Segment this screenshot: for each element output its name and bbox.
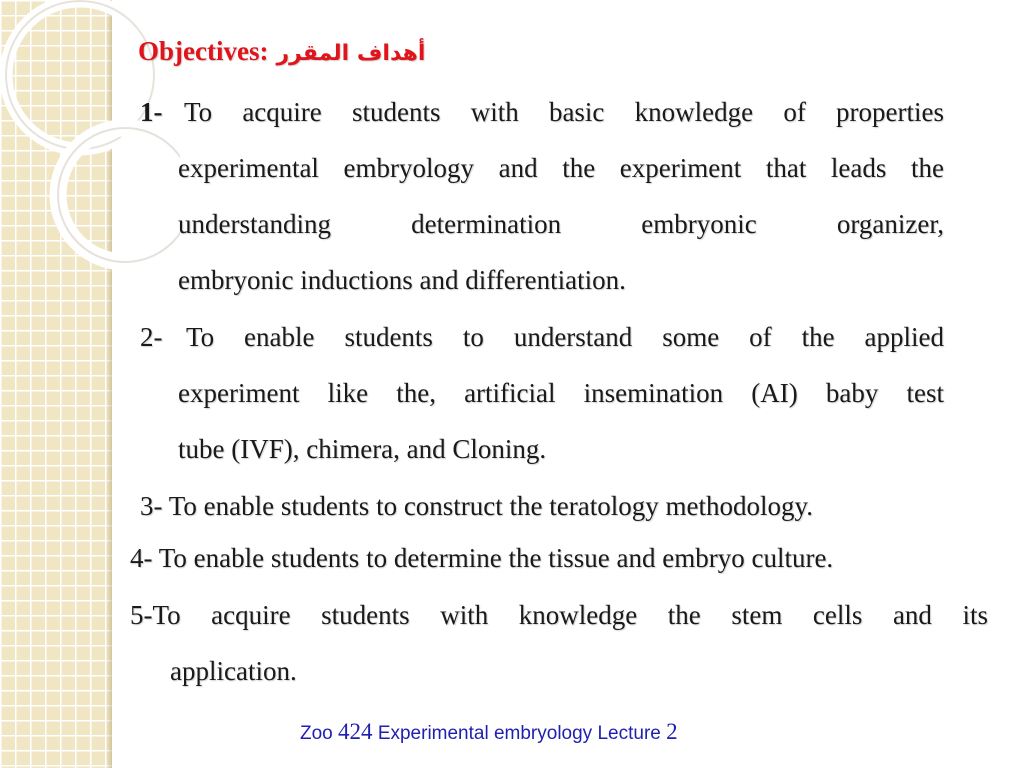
objective-1-line-3: understanding determination embryonic organizer, (178, 209, 944, 239)
footer-course-title: Experimental embryology Lecture (377, 723, 661, 744)
footer-prefix: Zoo (300, 723, 333, 744)
objective-5-line-2: application. (170, 656, 297, 686)
objective-1-line-4: embryonic inductions and differentiation. (178, 265, 626, 295)
footer-course-number: 424 (338, 719, 373, 744)
slide-footer (300, 716, 678, 748)
footer-lecture-number: 2 (666, 719, 678, 744)
objective-2-line-2: experiment like the, artificial insemination (AI) baby test (178, 378, 944, 408)
title-label: Objectives: (138, 36, 269, 66)
objective-4-line-1: 4- To enable students to determine the tissue and embryo culture. (130, 543, 834, 573)
objective-1-line-1: To acquire students with basic knowledge of properties (184, 97, 944, 127)
objective-2-line-1: To enable students to understand some of the applied (186, 322, 944, 352)
objective-2-number: 2- (140, 322, 163, 352)
title-arabic: أهداف المقرر (276, 41, 426, 66)
objective-3-line-1: 3- To enable students to construct the teratology methodology. (140, 491, 813, 521)
objective-2-line-3: tube (IVF), chimera, and Cloning. (178, 434, 547, 464)
objective-5-line-1: 5-To acquire students with knowledge the stem cells and its (130, 600, 988, 630)
slide-title (138, 36, 425, 67)
objective-1-line-2: experimental embryology and the experiment that leads the (178, 153, 944, 183)
objective-1-number: 1- (140, 97, 163, 127)
